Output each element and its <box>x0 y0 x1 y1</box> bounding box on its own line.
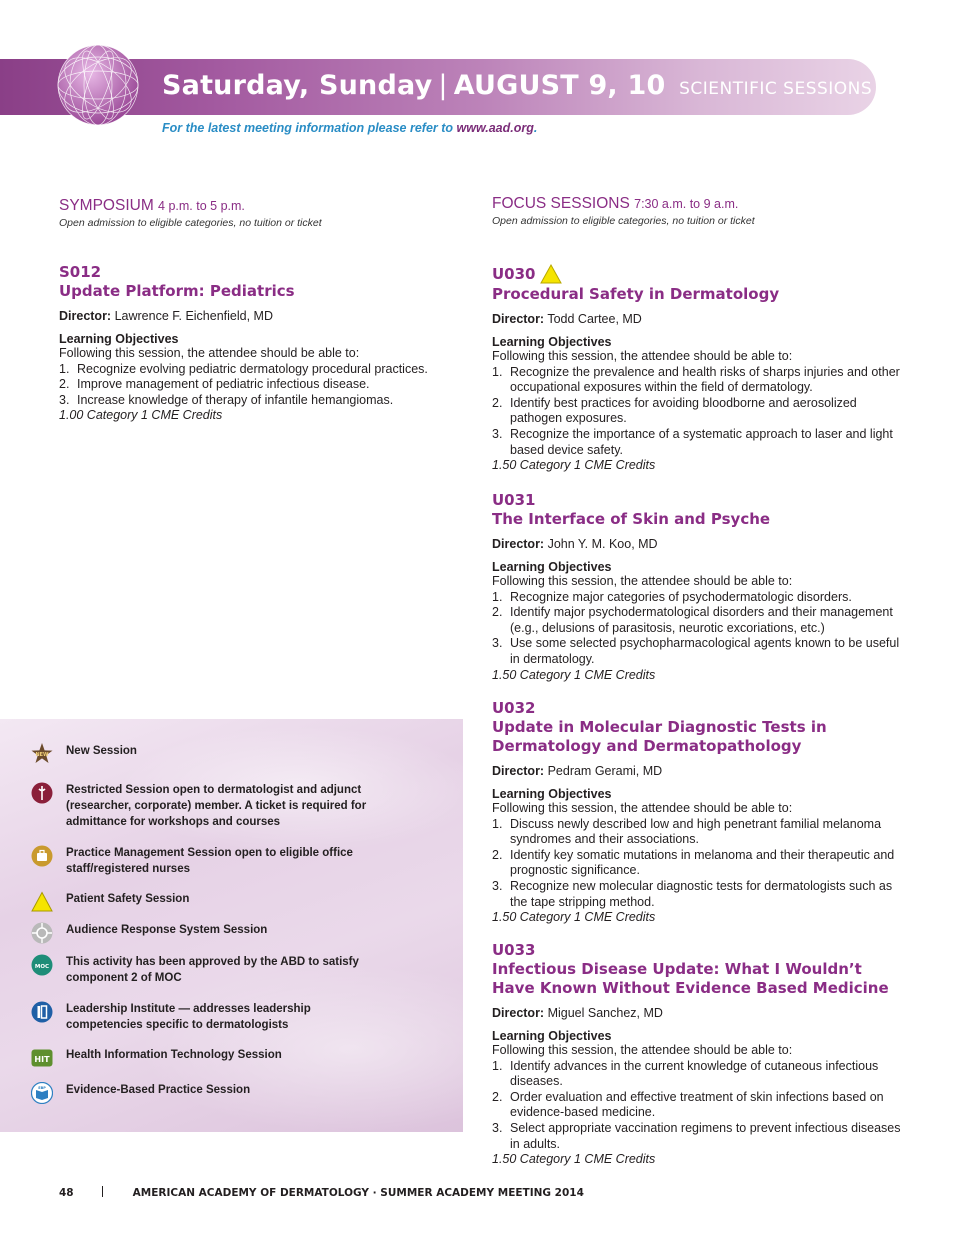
cme-credits: 1.50 Category 1 CME Credits <box>492 667 656 682</box>
legend-item-new <box>31 743 386 765</box>
legend-label: Audience Response System Session <box>66 924 268 936</box>
objective-text: Identify major psychodermatological disorders and their management (e.g., delusions of parasitosis, neurotic excoriations, etc.) <box>510 605 893 635</box>
objective-text: Identify best practices for avoiding bloodborne and aerosolized pathogen exposures. <box>510 395 857 426</box>
objective-item <box>492 848 902 879</box>
ebp-icon <box>31 1082 53 1104</box>
new-star-icon <box>31 743 53 765</box>
objective-number: 3. <box>492 878 503 893</box>
legend-label: Practice Management Session open to eligible office staff/registered nurses <box>66 847 353 875</box>
legend-label: New Session <box>66 745 137 757</box>
objective-item <box>492 396 902 427</box>
audience-response-icon <box>31 922 53 944</box>
director-name: Lawrence F. Eichenfield, MD <box>114 309 273 323</box>
session-director <box>59 309 469 323</box>
legend-label: Patient Safety Session <box>66 893 190 905</box>
objective-item <box>492 1121 902 1152</box>
symposium-heading <box>59 197 469 215</box>
objective-number: 3. <box>492 1120 503 1135</box>
cme-credits: 1.00 Category 1 CME Credits <box>59 408 223 423</box>
banner-subtitle: SCIENTIFIC SESSIONS <box>679 79 873 99</box>
page-number: 48 <box>59 1187 74 1199</box>
objective-item <box>492 590 902 606</box>
footer-publication: AMERICAN ACADEMY OF DERMATOLOGY · SUMMER ACADEMY MEETING 2014 <box>132 1187 584 1199</box>
banner-dates: AUGUST 9, 10 <box>453 70 666 101</box>
symposium-column <box>59 197 469 423</box>
objective-number: 3. <box>59 392 70 407</box>
banner-days: Saturday, Sunday <box>162 70 433 101</box>
restricted-icon <box>31 782 53 804</box>
objectives-intro: Following this session, the attendee should be able to: <box>492 574 793 588</box>
new-badge-text: NEW <box>35 752 49 758</box>
page-footer <box>59 1186 584 1199</box>
banner-title <box>162 70 872 101</box>
objective-item <box>492 605 902 636</box>
focus-sessions-column <box>492 195 902 1167</box>
learning-objectives-heading: Learning Objectives <box>492 787 612 801</box>
session-u032 <box>492 699 902 926</box>
legend-label: Evidence-Based Practice Session <box>66 1084 251 1096</box>
session-legend <box>0 719 463 1132</box>
hit-badge-text: HIT <box>34 1055 50 1064</box>
session-code: U030 <box>492 265 536 283</box>
learning-objectives-heading: Learning Objectives <box>492 560 612 574</box>
legend-label: Health Information Technology Session <box>66 1049 282 1061</box>
objective-item <box>492 1059 902 1090</box>
objective-item <box>492 817 902 848</box>
legend-label: This activity has been approved by the ABD to satisfy component 2 of MOC <box>66 956 359 984</box>
legend-item-ebp <box>31 1082 386 1104</box>
legend-item-leadership-institute <box>31 1001 386 1033</box>
section-time: 7:30 a.m. to 9 a.m. <box>634 197 739 211</box>
meeting-info-line <box>162 121 537 135</box>
session-title: Update Platform: Pediatrics <box>59 282 295 300</box>
objective-number: 2. <box>492 395 503 410</box>
objective-text: Identify key somatic mutations in melanoma and their therapeutic and prognostic significance. <box>510 847 895 878</box>
session-title: Update in Molecular Diagnostic Tests in Dermatology and Dermatopathology <box>492 718 827 755</box>
objective-text: Improve management of pediatric infectious disease. <box>77 377 370 392</box>
objective-text: Recognize new molecular diagnostic tests for dermatologists such as the tape stripping method. <box>510 878 893 909</box>
session-u033 <box>492 941 902 1168</box>
objective-text: Identify advances in the current knowledge of cutaneous infectious diseases. <box>510 1058 879 1089</box>
objective-number: 1. <box>59 361 70 376</box>
objective-item <box>492 427 902 458</box>
session-title: Procedural Safety in Dermatology <box>492 285 780 303</box>
objective-text: Recognize the prevalence and health risks of sharps injuries and other occupational exposures within the field of dermatology. <box>510 364 900 395</box>
objective-text: Increase knowledge of therapy of infantile hemangiomas. <box>77 392 394 407</box>
objective-item <box>59 377 469 393</box>
cme-credits: 1.50 Category 1 CME Credits <box>492 910 656 925</box>
legend-item-patient-safety <box>31 891 386 913</box>
director-label: Director: <box>59 309 112 323</box>
director-name: Todd Cartee, MD <box>547 312 642 326</box>
legend-item-practice-management <box>31 845 386 877</box>
learning-objectives-heading: Learning Objectives <box>492 1029 612 1043</box>
banner-separator: | <box>438 70 448 101</box>
moc-icon <box>31 954 53 976</box>
objective-item <box>59 362 469 378</box>
session-code: S012 <box>59 263 102 281</box>
objective-number: 3. <box>492 426 503 441</box>
practice-management-icon <box>31 845 53 867</box>
session-director <box>492 764 902 778</box>
session-code: U032 <box>492 699 536 717</box>
session-title: The Interface of Skin and Psyche <box>492 510 771 528</box>
director-name: John Y. M. Koo, MD <box>547 537 658 551</box>
session-u030 <box>492 264 902 474</box>
aad-website-link[interactable]: www.aad.org <box>456 121 534 135</box>
session-director <box>492 537 902 551</box>
legend-item-restricted <box>31 782 386 830</box>
objectives-intro: Following this session, the attendee should be able to: <box>492 801 793 815</box>
objective-text: Discuss newly described low and high penetrant familial melanoma syndromes and their associations. <box>510 816 882 847</box>
leadership-institute-icon <box>31 1001 53 1023</box>
session-u031 <box>492 491 902 683</box>
objective-number: 1. <box>492 1058 503 1073</box>
legend-item-moc <box>31 954 386 986</box>
cme-credits: 1.50 Category 1 CME Credits <box>492 1152 656 1167</box>
legend-label: Restricted Session open to dermatologist and adjunct (researcher, corporate) member. A ticket is required for admittance for workshops and courses <box>66 784 367 828</box>
objective-number: 1. <box>492 816 503 831</box>
objective-text: Recognize evolving pediatric dermatology procedural practices. <box>77 361 428 376</box>
objective-number: 1. <box>492 364 503 379</box>
director-label: Director: <box>492 764 545 778</box>
objectives-intro: Following this session, the attendee should be able to: <box>492 1043 793 1057</box>
section-note: Open admission to eligible categories, no tuition or ticket <box>492 215 755 227</box>
objective-text: Recognize the importance of a systematic approach to laser and light based device safety. <box>510 426 893 457</box>
legend-item-audience-response <box>31 922 386 944</box>
session-director <box>492 1006 902 1020</box>
objective-text: Order evaluation and effective treatment of skin infections based on evidence-based medicine. <box>510 1089 884 1120</box>
director-label: Director: <box>492 312 545 326</box>
objective-number: 1. <box>492 589 503 604</box>
session-title: Infectious Disease Update: What I Wouldn’t Have Known Without Evidence Based Medicine <box>492 960 889 997</box>
section-time: 4 p.m. to 5 p.m. <box>158 199 245 213</box>
meeting-info-text: For the latest meeting information please refer to <box>162 121 457 135</box>
hit-icon <box>31 1047 53 1069</box>
director-label: Director: <box>492 537 545 551</box>
objective-item <box>59 393 469 409</box>
legend-label: Leadership Institute — addresses leadership competencies specific to dermatologists <box>66 1003 311 1031</box>
objective-text: Select appropriate vaccination regimens to prevent infectious diseases in adults. <box>510 1120 901 1151</box>
objective-number: 3. <box>492 636 503 651</box>
learning-objectives-heading: Learning Objectives <box>59 332 179 346</box>
objective-number: 2. <box>492 847 503 862</box>
legend-item-hit <box>31 1047 386 1069</box>
director-name: Miguel Sanchez, MD <box>547 1006 663 1020</box>
objective-text: Recognize major categories of psychodermatologic disorders. <box>510 589 852 604</box>
objective-number: 2. <box>492 605 503 620</box>
objectives-intro: Following this session, the attendee should be able to: <box>59 346 360 360</box>
objective-item <box>492 879 902 910</box>
session-code: U031 <box>492 491 536 509</box>
learning-objectives-heading: Learning Objectives <box>492 335 612 349</box>
patient-safety-icon <box>31 891 53 913</box>
ebp-badge-text: EBP <box>38 1086 46 1090</box>
objective-text: Use some selected psychopharmacological agents known to be useful in dermatology. <box>510 636 900 666</box>
session-code-row <box>492 264 902 284</box>
objectives-intro: Following this session, the attendee should be able to: <box>492 349 793 363</box>
session-code: U033 <box>492 941 536 959</box>
meeting-info-suffix: . <box>533 121 538 135</box>
section-title: SYMPOSIUM <box>59 197 154 214</box>
director-name: Pedram Gerami, MD <box>547 764 663 778</box>
section-note: Open admission to eligible categories, no tuition or ticket <box>59 217 322 229</box>
section-title: FOCUS SESSIONS <box>492 195 630 212</box>
moc-badge-text: MOC <box>34 964 50 970</box>
footer-divider <box>102 1186 103 1197</box>
objective-item <box>492 636 902 667</box>
objective-item <box>492 1090 902 1121</box>
session-director <box>492 312 902 326</box>
session-s012 <box>59 263 469 424</box>
objective-item <box>492 365 902 396</box>
objective-number: 2. <box>492 1089 503 1104</box>
patient-safety-icon <box>540 264 562 284</box>
objective-number: 2. <box>59 377 70 392</box>
cme-credits: 1.50 Category 1 CME Credits <box>492 458 656 473</box>
director-label: Director: <box>492 1006 545 1020</box>
focus-sessions-heading <box>492 195 902 213</box>
globe-logo-icon <box>57 44 139 126</box>
